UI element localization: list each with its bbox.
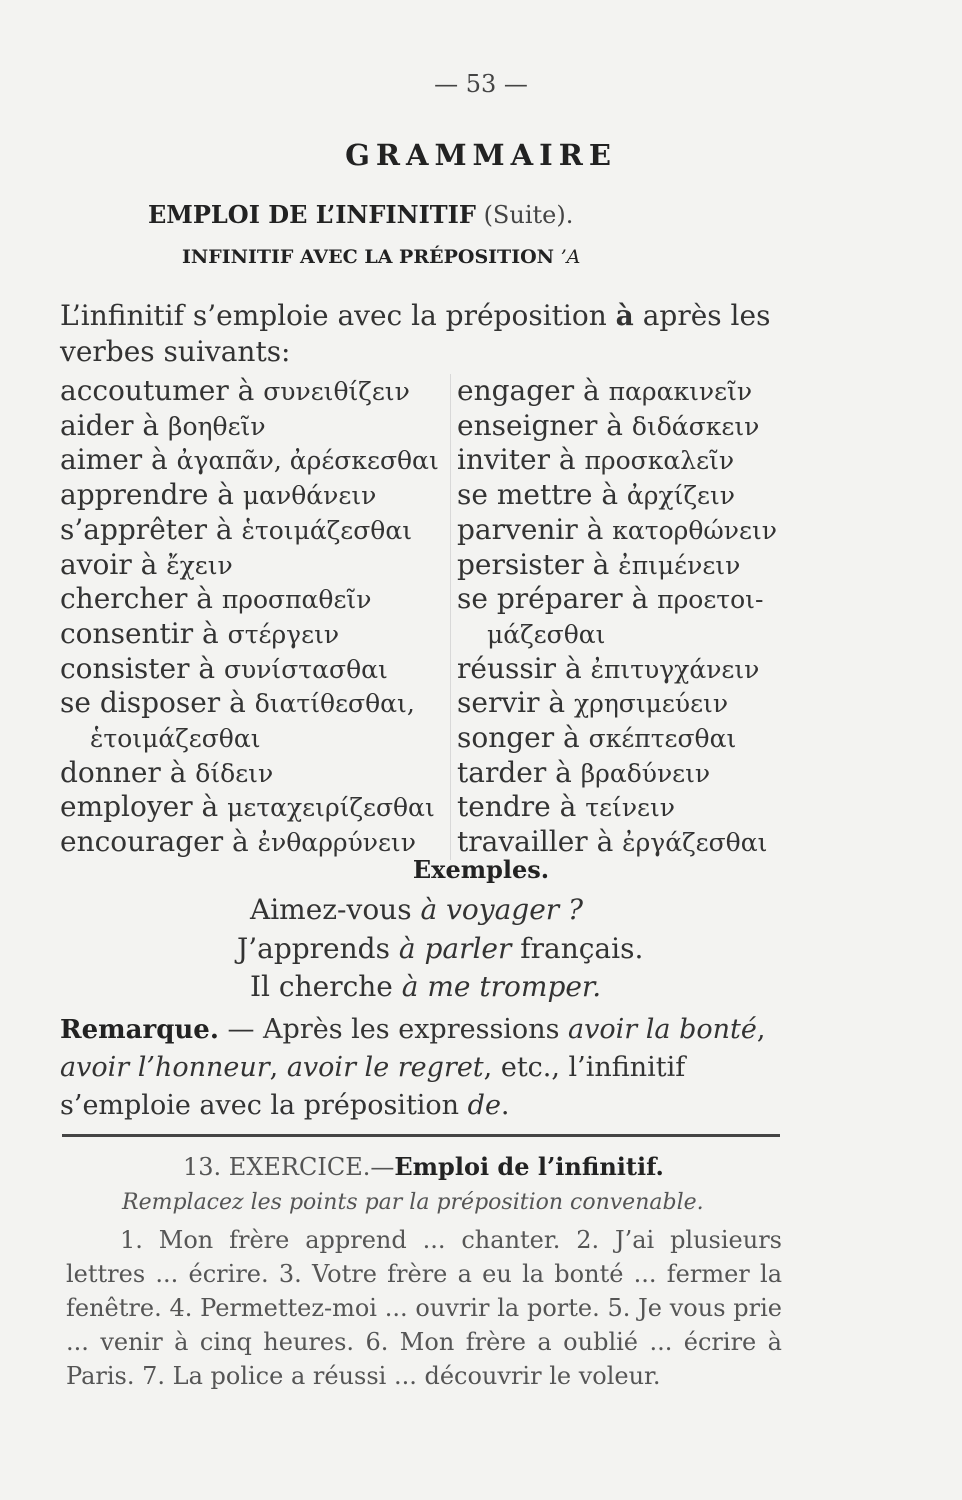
verb-french: accoutumer à bbox=[60, 374, 264, 407]
verb-greek: ἐνθαρρύνειν bbox=[257, 828, 416, 858]
verb-row bbox=[60, 548, 432, 583]
remark-paragraph bbox=[60, 1011, 790, 1125]
verb-greek: ἑτοιμάζεσθαι bbox=[241, 515, 413, 545]
verb-greek: βραδύνειν bbox=[580, 758, 711, 788]
verb-french: employer à bbox=[60, 790, 228, 824]
verb-row bbox=[60, 513, 432, 548]
verb-greek: μανθάνειν bbox=[242, 481, 377, 511]
verb-row bbox=[457, 790, 817, 825]
verb-row bbox=[60, 652, 432, 687]
verb-french: songer à bbox=[457, 721, 589, 755]
verb-greek: διατίθεσθαι, bbox=[254, 689, 415, 719]
example-3 bbox=[250, 970, 601, 1003]
intro-pre: L’infinitif s’emploie avec la préposition bbox=[60, 299, 616, 332]
verb-row bbox=[60, 443, 439, 478]
verb-greek: συνίστασθαι bbox=[223, 654, 388, 684]
subtitle-main: EMPLOI DE L’INFINITIF bbox=[148, 200, 476, 229]
remark-italic: de bbox=[467, 1090, 501, 1121]
verb-french: chercher à bbox=[60, 582, 222, 616]
remark-italic: avoir la bonté bbox=[568, 1014, 757, 1045]
verb-french: persister à bbox=[457, 547, 619, 581]
verb-greek: τείνειν bbox=[585, 793, 675, 823]
example-text: Aimez-vous bbox=[250, 893, 421, 926]
verb-greek: δίδειν bbox=[195, 758, 274, 788]
verb-greek: ἐπιμένειν bbox=[618, 550, 741, 580]
subtitle-suite: (Suite). bbox=[475, 201, 574, 229]
verb-row bbox=[457, 374, 817, 409]
verb-greek: κατορθώνειν bbox=[612, 515, 777, 545]
example-text: J’apprends bbox=[237, 932, 399, 965]
verb-greek: ἔχειν bbox=[166, 550, 233, 580]
example-2 bbox=[237, 932, 643, 965]
verb-french: aimer à bbox=[60, 443, 177, 477]
verb-french: travailler à bbox=[457, 825, 623, 859]
exercise-heading bbox=[183, 1152, 664, 1181]
example-1 bbox=[250, 893, 583, 926]
intro-bold: à bbox=[615, 299, 634, 332]
examples-title-text: Exemples. bbox=[412, 855, 550, 884]
verb-french: servir à bbox=[457, 686, 574, 720]
verb-greek: ἐπιτυγχάνειν bbox=[590, 654, 760, 684]
remark-text: , bbox=[269, 1052, 287, 1083]
verb-row bbox=[60, 756, 432, 791]
intro-post: après les verbes suivants: bbox=[60, 299, 771, 368]
verb-french: tendre à bbox=[457, 790, 586, 824]
verb-french: aider à bbox=[60, 408, 169, 442]
remark-label: Remarque. bbox=[60, 1015, 219, 1045]
verb-row bbox=[457, 409, 817, 444]
section-greek: ’Α bbox=[560, 246, 581, 268]
section-heading bbox=[182, 246, 580, 268]
verb-row bbox=[457, 686, 817, 721]
verb-french: inviter à bbox=[457, 443, 585, 477]
verb-greek: σκέπτεσθαι bbox=[588, 724, 737, 754]
verb-french: consentir à bbox=[60, 616, 228, 650]
example-italic: à parler bbox=[398, 932, 512, 965]
exercise-sentences: 1. Mon frère apprend ... chanter. 2. J’ai plusieurs lettres ... écrire. 3. Votre frère a eu la bonté ... fermer la fenêtre. 4. Permettez-moi ... ouvrir la porte. 5. Je vous prie ... venir à cinq heures. 6. Mon frère a oublié ... écrire à Paris. 7. La police a réussi ... découvrir le voleur. bbox=[66, 1226, 782, 1390]
verb-row bbox=[457, 582, 817, 617]
verb-row bbox=[457, 756, 817, 791]
verb-row bbox=[60, 617, 432, 652]
verb-greek: μεταχειρίζεσθαι bbox=[227, 793, 435, 823]
examples-title bbox=[0, 855, 962, 884]
verb-greek: ἀγαπᾶν, ἀρέσκεσθαι bbox=[176, 446, 439, 476]
remark-italic: avoir l’honneur bbox=[60, 1052, 270, 1083]
verb-french: se disposer à bbox=[60, 686, 255, 720]
verb-greek: προετοι- bbox=[657, 585, 764, 615]
verb-row bbox=[457, 652, 817, 687]
verb-french: encourager à bbox=[60, 825, 258, 859]
verb-french: s’apprêter à bbox=[60, 512, 242, 546]
verb-row bbox=[60, 409, 432, 444]
example-italic: à me tromper. bbox=[401, 970, 602, 1003]
verb-french: tarder à bbox=[457, 755, 581, 789]
verb-row bbox=[457, 617, 817, 652]
section-label: INFINITIF AVEC LA PRÉPOSITION bbox=[182, 246, 561, 268]
verb-french: donner à bbox=[60, 755, 196, 789]
page-title: GRAMMAIRE bbox=[345, 138, 617, 172]
intro-paragraph bbox=[60, 298, 780, 370]
verb-row bbox=[60, 582, 432, 617]
verb-row bbox=[60, 374, 432, 409]
verb-greek: προσκαλεῖν bbox=[584, 446, 735, 476]
verb-french: réussir à bbox=[457, 651, 591, 685]
verb-greek: μάζεσθαι bbox=[487, 619, 606, 649]
verbs-left-column bbox=[60, 374, 439, 860]
verbs-right-column bbox=[450, 374, 817, 860]
subtitle bbox=[148, 200, 573, 229]
verb-row bbox=[60, 721, 432, 756]
exercise-title: Emploi de l’infinitif. bbox=[394, 1152, 664, 1181]
example-text: Il cherche bbox=[250, 970, 402, 1003]
example-post: français. bbox=[511, 932, 644, 965]
verb-greek: διδάσκειν bbox=[631, 411, 760, 441]
verb-french: apprendre à bbox=[60, 478, 243, 512]
exercise-instruction: Remplacez les points par la préposition convenable. bbox=[122, 1190, 704, 1215]
verb-french: parvenir à bbox=[457, 512, 613, 546]
verb-greek: ἐργάζεσθαι bbox=[622, 828, 768, 858]
remark-text: , bbox=[756, 1014, 766, 1045]
verb-row bbox=[457, 548, 817, 583]
remark-text: — Après les expressions bbox=[218, 1014, 569, 1045]
remark-text: . bbox=[500, 1090, 510, 1121]
divider bbox=[62, 1134, 780, 1137]
verb-row bbox=[457, 443, 817, 478]
verb-french: engager à bbox=[457, 374, 609, 407]
verb-greek: βοηθεῖν bbox=[168, 411, 266, 441]
verb-row bbox=[60, 478, 432, 513]
verb-row bbox=[60, 790, 435, 825]
verb-greek: ἑτοιμάζεσθαι bbox=[90, 724, 261, 754]
verb-french: se mettre à bbox=[457, 478, 627, 512]
verb-greek: παρακινεῖν bbox=[608, 377, 753, 406]
example-italic: à voyager ? bbox=[420, 893, 584, 926]
exercise-number: 13. EXERCICE.— bbox=[183, 1153, 395, 1181]
verb-row bbox=[60, 686, 432, 721]
page-number: — 53 — bbox=[434, 70, 528, 98]
verb-row bbox=[457, 513, 817, 548]
remark-text: , etc., l’infinitif s’emploie avec la préposition bbox=[60, 1052, 686, 1121]
verb-french: se préparer à bbox=[457, 582, 658, 616]
verb-french: avoir à bbox=[60, 547, 167, 581]
verb-greek: χρησιμεύειν bbox=[573, 689, 729, 719]
verb-greek: ἀρχίζειν bbox=[626, 481, 735, 511]
verb-greek: προσπαθεῖν bbox=[221, 585, 372, 615]
verb-french: consister à bbox=[60, 651, 224, 685]
remark-italic: avoir le regret bbox=[286, 1052, 484, 1083]
verb-row bbox=[457, 478, 817, 513]
verb-greek: συνειθίζειν bbox=[263, 377, 410, 406]
verb-french: enseigner à bbox=[457, 408, 632, 442]
verb-row bbox=[457, 721, 817, 756]
verb-greek: στέργειν bbox=[227, 619, 340, 649]
